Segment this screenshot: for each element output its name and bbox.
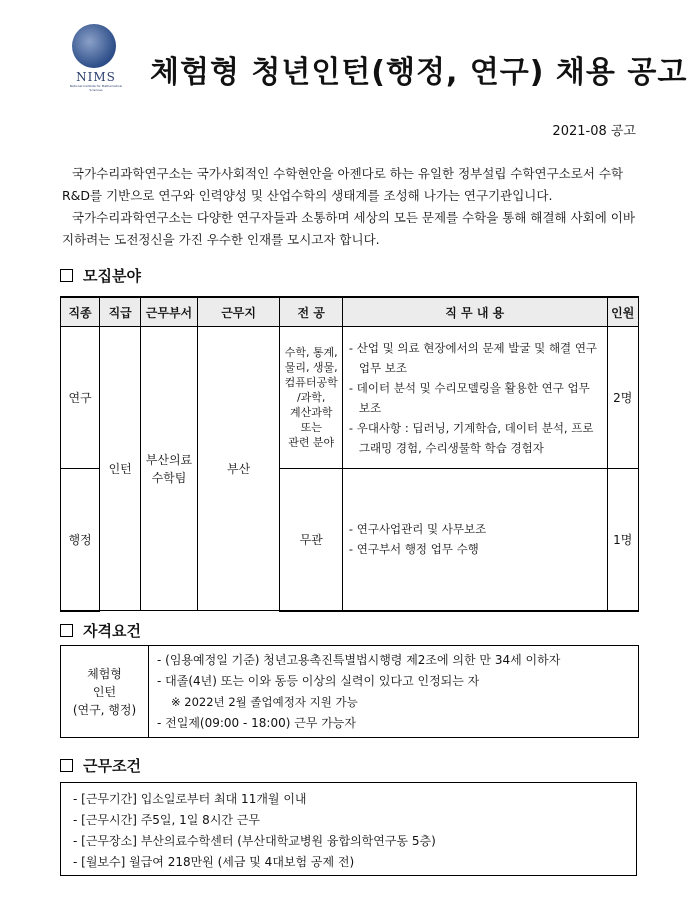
duty-item: - 연구사업관리 및 사무보조 — [348, 522, 487, 537]
qualification-item: - (임용예정일 기준) 청년고용촉진특별법시행령 제2조에 의한 만 34세 이하자 — [157, 652, 561, 667]
duty-item: - 우대사항 : 딥러닝, 기계학습, 데이터 분석, 프로그래밍 경험, 수리생물학 학습 경험자 — [348, 420, 594, 455]
section-heading-conditions — [60, 755, 141, 776]
job-type: 연구 — [61, 327, 100, 469]
condition-item: - [근무시간] 주5일, 1일 8시간 근무 — [73, 813, 260, 827]
duty-item: - 연구부서 행정 업무 수행 — [348, 542, 479, 557]
nims-emblem-icon — [72, 24, 116, 68]
intro-text — [62, 163, 646, 251]
conditions-box — [60, 782, 637, 876]
header-cell: 직급 — [100, 297, 141, 327]
header-cell: 근무지 — [197, 297, 280, 327]
intro-paragraph-2: 국가수리과학연구소는 다양한 연구자들과 소통하며 세상의 모든 문제를 수학을 통해 해결해 사회에 이바지하려는 도전정신을 가진 우수한 인재를 모시고자 합니다. — [62, 210, 635, 247]
checkbox-square-icon — [60, 624, 73, 637]
section-heading-qualifications — [60, 620, 141, 641]
qualification-item: - 대졸(4년) 또는 이와 동등 이상의 실력이 있다고 인정되는 자 — [157, 673, 480, 688]
header-cell: 인원 — [607, 297, 638, 327]
header-cell: 직 무 내 용 — [342, 297, 607, 327]
section-title: 모집분야 — [83, 267, 141, 285]
qualification-note: ※ 2022년 2월 졸업예정자 지원 가능 — [171, 694, 358, 709]
location: 부산 — [197, 327, 280, 611]
duty-item: - 산업 및 의료 현장에서의 문제 발굴 및 해결 연구 업무 보조 — [348, 340, 598, 375]
department: 부산의료 수학팀 — [141, 327, 198, 611]
condition-item: - [근무장소] 부산의료수학센터 (부산대학교병원 융합의학연구동 5층) — [73, 834, 436, 848]
condition-item: - [월보수] 월급여 218만원 (세금 및 4대보험 공제 전) — [73, 855, 355, 869]
grade: 인턴 — [100, 327, 141, 611]
header-cell: 근무부서 — [141, 297, 198, 327]
table-row — [61, 646, 639, 738]
job-type: 행정 — [61, 469, 100, 611]
table-header-row — [61, 297, 639, 327]
qualification-label: 체험형 인턴 (연구, 행정) — [61, 646, 149, 738]
logo-text: NIMS — [76, 70, 116, 84]
qualification-items — [149, 646, 639, 738]
checkbox-square-icon — [60, 269, 73, 282]
major: 무관 — [280, 469, 342, 611]
duties — [342, 469, 607, 611]
headcount: 1명 — [607, 469, 638, 611]
section-title: 근무조건 — [83, 757, 141, 775]
recruit-table — [60, 296, 639, 612]
header-cell: 직종 — [61, 297, 100, 327]
intro-paragraph-1: 국가수리과학연구소는 국가사회적인 수학현안을 아젠다로 하는 유일한 정부설립 수학연구소로서 수학 R&D를 기반으로 연구와 인력양성 및 산업수학의 생태계를 조성해 나가는 연구기관입니다. — [62, 166, 624, 203]
table-row — [61, 327, 639, 469]
nims-logo — [68, 24, 123, 92]
logo-subtitle: National Institute for Mathematical Sciences — [69, 84, 123, 92]
duty-item: - 데이터 분석 및 수리모델링을 활용한 연구 업무 보조 — [348, 380, 590, 415]
duties — [342, 327, 607, 469]
condition-item: - [근무기간] 입소일로부터 최대 11개월 이내 — [73, 792, 307, 806]
section-heading-recruit — [60, 265, 141, 286]
section-title: 자격요건 — [83, 622, 141, 640]
checkbox-square-icon — [60, 759, 73, 772]
headcount: 2명 — [607, 327, 638, 469]
qualifications-table — [60, 645, 639, 738]
major: 수학, 통계, 물리, 생물, 컴퓨터공학 /과학, 계산과학 또는 관련 분야 — [280, 327, 342, 469]
page-title: 체험형 청년인턴(행정, 연구) 채용 공고 — [150, 55, 688, 90]
qualification-item: - 전일제(09:00 - 18:00) 근무 가능자 — [157, 715, 356, 730]
document-number: 2021-08 공고 — [552, 124, 636, 139]
header-cell: 전 공 — [280, 297, 342, 327]
